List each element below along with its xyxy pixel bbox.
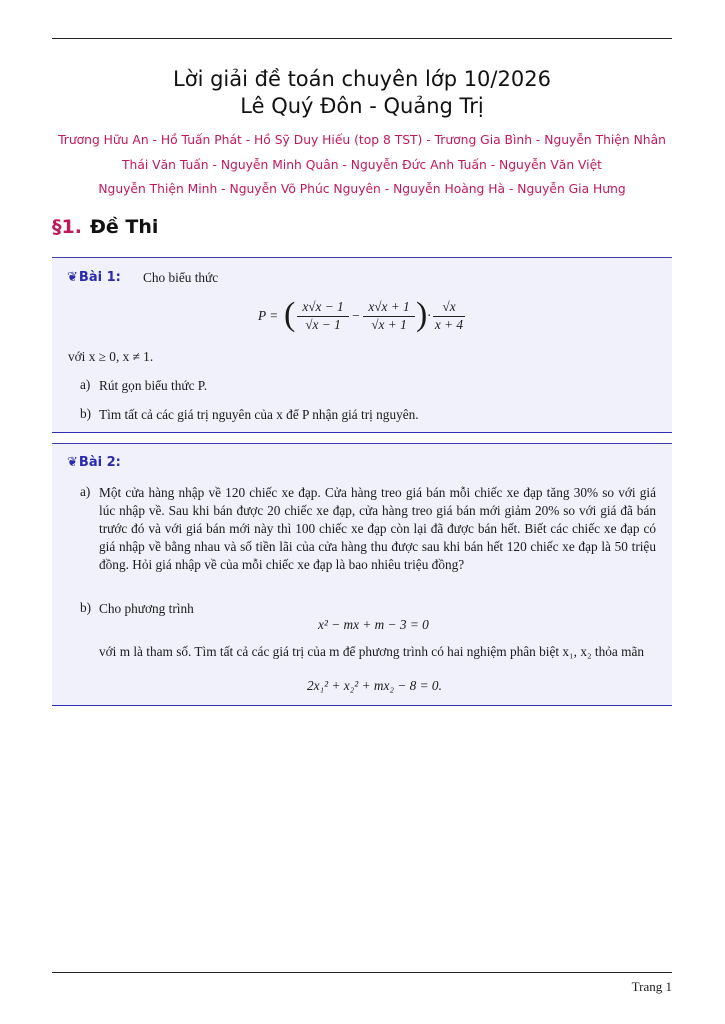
- author-line-1: Trương Hữu An - Hồ Tuấn Phát - Hồ Sỹ Duy Hiếu (top 8 TST) - Trương Gia Bình - Nguyễn Thiện Nhân: [58, 133, 666, 147]
- title-line-1: Lời giải đề toán chuyên lớp 10/2026: [173, 67, 551, 91]
- formula-lhs: P =: [258, 308, 279, 323]
- page-number: Trang 1: [631, 979, 672, 994]
- fraction-2: $\frac{x√x + 1}{√x + 1}$: [363, 299, 415, 333]
- section-heading: [52, 216, 158, 238]
- problem-1b-label: b): [80, 406, 92, 421]
- problem-2-box: [52, 443, 672, 706]
- minus-sign: −: [352, 308, 360, 323]
- problem-2b-condition: 2x₁² + x₂² + mx₂ − 8 = 0.: [307, 678, 442, 693]
- problem-1b-text: Tìm tất cả các giá trị nguyên của x để P nhận giá trị nguyên.: [99, 407, 419, 422]
- problem-2a-label: a): [80, 484, 91, 499]
- problem-1-formula: [258, 297, 468, 337]
- problem-2b-text: với m là tham số. Tìm tất cả các giá trị của m để phương trình có hai nghiệm phân biệt x₁, x₂ thỏa mãn: [99, 644, 645, 659]
- problem-2b-label: b): [80, 600, 92, 615]
- right-paren: ): [416, 296, 428, 333]
- problem-1-intro: Cho biểu thức: [143, 270, 219, 285]
- compass-icon: ❦: [67, 270, 78, 285]
- document-title: [52, 66, 672, 120]
- fraction-3: $\frac{√x}{x + 4}$: [434, 299, 464, 332]
- problem-2-label: ❦Bài 2:: [67, 455, 121, 470]
- problem-1a-text: Rút gọn biểu thức P.: [99, 378, 208, 393]
- section-number: §1.: [52, 216, 82, 238]
- author-list: [52, 128, 672, 202]
- title-line-2: Lê Quý Đôn - Quảng Trị: [240, 94, 484, 118]
- author-line-3: Nguyễn Thiện Minh - Nguyễn Võ Phúc Nguyên - Nguyễn Hoàng Hà - Nguyễn Gia Hưng: [98, 182, 626, 196]
- fraction-1: $\frac{x√x - 1}{√x - 1}$: [297, 299, 349, 333]
- problem-1-label: ❦Bài 1:: [67, 270, 121, 285]
- dot-sign: ·: [427, 308, 432, 323]
- problem-2a-text: Một cửa hàng nhập về 120 chiếc xe đạp. Cửa hàng treo giá bán mỗi chiếc xe đạp tăng 30% so với giá lúc nhập về. Sau khi bán được 20 chiếc xe đạp, cửa hàng treo giá bán mới giảm 20% so với giá đã bán trước đó và với giá bán mới này thì 100 chiếc xe đạp còn lại đã được bán hết. Biết các chiếc xe đạp có giá nhập về bằng nhau và số tiền lãi của cửa hàng thu được sau khi bán hết 120 chiếc xe đạp là 50 triệu đồng. Hỏi giá nhập về của mỗi chiếc xe đạp là bao nhiêu triệu đồng?: [99, 485, 656, 572]
- problem-2b-equation: x² − mx + m − 3 = 0: [318, 617, 429, 632]
- compass-icon: ❦: [67, 455, 78, 470]
- problem-1a-label: a): [80, 377, 91, 392]
- author-line-2: Thái Văn Tuấn - Nguyễn Minh Quân - Nguyễn Đức Anh Tuấn - Nguyễn Văn Việt: [122, 157, 602, 172]
- problem-2b-intro: Cho phương trình: [99, 601, 194, 616]
- header-rule: [52, 38, 672, 39]
- problem-1-condition: với x ≥ 0, x ≠ 1.: [68, 349, 154, 364]
- section-title: Đề Thi: [89, 216, 159, 238]
- left-paren: (: [284, 296, 296, 333]
- footer-rule: [52, 972, 672, 973]
